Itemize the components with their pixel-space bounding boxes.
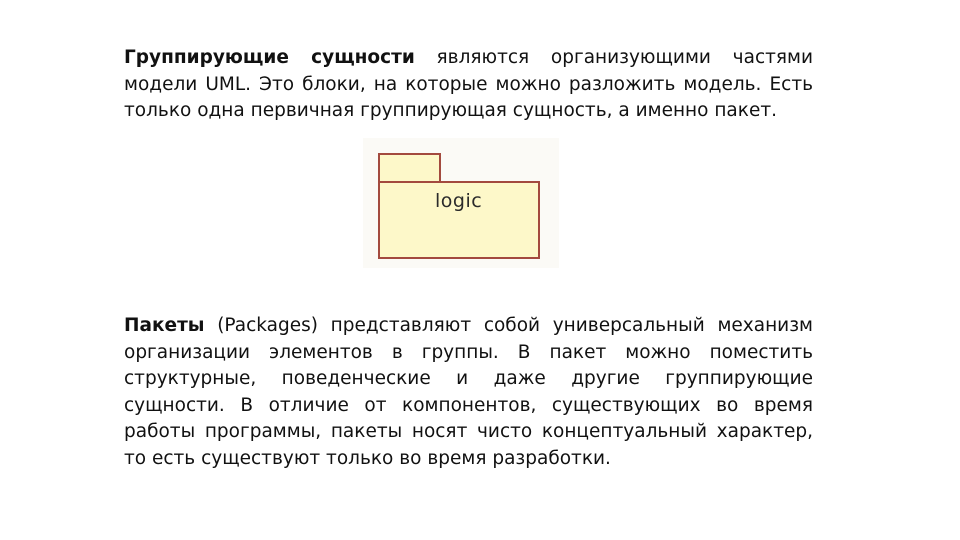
term-packages: Пакеты [124,315,205,336]
package-tab [378,153,441,183]
uml-package-diagram [363,138,559,268]
package-label: logic [435,190,483,212]
packages-paragraph [124,313,813,472]
intro-paragraph-text: являются организующими частями модели UML. Это блоки, на которые можно разложить модель. Есть только одна первичная группирующая сущность, а именно пакет. [124,47,813,121]
intro-paragraph [124,45,813,125]
term-grouping-entities: Группирующие сущности [124,47,415,68]
packages-paragraph-text: (Packages) представляют собой универсальный механизм организации элементов в группы. В пакет можно поместить структурные, поведенческие и даже другие группирующие сущности. В отличие от компонентов, существующих во время работы программы, пакеты носят чисто концептуальный характер, то есть существуют только во время разработки. [124,315,813,469]
